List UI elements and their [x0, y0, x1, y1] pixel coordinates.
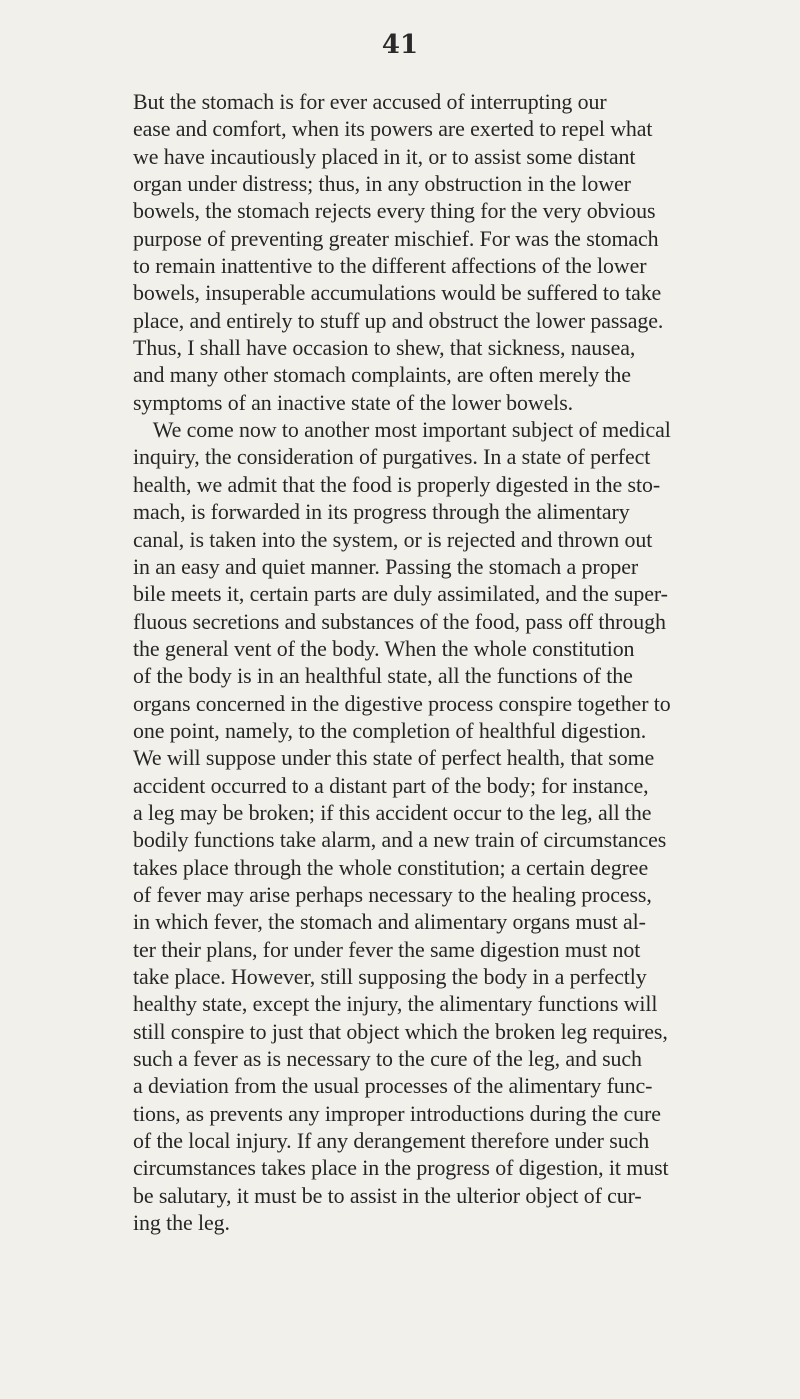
- text-line: a leg may be broken; if this accident occur to the leg, all the: [133, 799, 652, 825]
- text-line: of the body is in an healthful state, all the functions of the: [133, 663, 633, 689]
- text-line: in which fever, the stomach and alimentary organs must al-: [133, 909, 646, 935]
- text-line: ease and comfort, when its powers are exerted to repel what: [133, 116, 653, 142]
- text-line: But the stomach is for ever accused of interrupting our: [133, 89, 607, 114]
- text-line: bile meets it, certain parts are duly assimilated, and the super-: [133, 581, 668, 607]
- text-line: take place. However, still supposing the body in a perfectly: [133, 964, 647, 989]
- text-line: mach, is forwarded in its progress through the alimentary: [133, 499, 630, 525]
- text-line: healthy state, except the injury, the alimentary functions will: [133, 991, 658, 1017]
- text-line: in an easy and quiet manner. Passing the stomach a proper: [133, 553, 639, 579]
- text-line: of the local injury. If any derangement therefore under such: [133, 1128, 650, 1154]
- text-line: the general vent of the body. When the whole constitution: [133, 635, 635, 661]
- text-line: one point, namely, to the completion of healthful digestion.: [133, 717, 647, 743]
- text-line: Thus, I shall have occasion to shew, that sickness, nausea,: [133, 335, 636, 361]
- text-line: fluous secretions and substances of the food, pass off through: [133, 608, 666, 634]
- text-line: health, we admit that the food is properly digested in the sto-: [133, 471, 661, 497]
- text-line: bodily functions take alarm, and a new train of circumstances: [133, 827, 667, 853]
- text-line: we have incautiously placed in it, or to assist some distant: [133, 143, 636, 169]
- text-line: bowels, the stomach rejects every thing for the very obvious: [133, 198, 656, 224]
- text-line: purpose of preventing greater mischief. For was the stomach: [133, 225, 659, 251]
- text-line: such a fever as is necessary to the cure of the leg, and such: [133, 1046, 642, 1072]
- text-line: ter their plans, for under fever the same digestion must not: [133, 936, 641, 962]
- text-line: be salutary, it must be to assist in the ulterior object of cur-: [133, 1182, 642, 1208]
- text-line: to remain inattentive to the different affections of the lower: [133, 253, 647, 279]
- text-line: ing the leg.: [133, 1210, 230, 1236]
- text-line: inquiry, the consideration of purgatives. In a state of perfect: [133, 444, 651, 470]
- text-line: symptoms of an inactive state of the lower bowels.: [133, 389, 574, 415]
- text-line: organ under distress; thus, in any obstruction in the lower: [133, 171, 631, 197]
- text-line: takes place through the whole constitution; a certain degree: [133, 854, 649, 880]
- text-line: We will suppose under this state of perfect health, that some: [133, 745, 655, 771]
- text-line: of fever may arise perhaps necessary to the healing process,: [133, 881, 652, 907]
- text-line: bowels, insuperable accumulations would be suffered to take: [133, 280, 662, 306]
- text-line: accident occurred to a distant part of the body; for instance,: [133, 772, 649, 798]
- text-line: circumstances takes place in the progress of digestion, it must: [133, 1155, 669, 1181]
- body-text: [133, 88, 793, 1236]
- text-line: tions, as prevents any improper introductions during the cure: [133, 1100, 661, 1126]
- text-line: still conspire to just that object which the broken leg requires,: [133, 1018, 668, 1044]
- text-line: We come now to another most important subject of medical: [152, 417, 671, 443]
- text-line: place, and entirely to stuff up and obstruct the lower passage.: [133, 307, 664, 333]
- text-line: canal, is taken into the system, or is rejected and thrown out: [133, 526, 653, 552]
- text-line: and many other stomach complaints, are often merely the: [133, 362, 631, 388]
- text-line: a deviation from the usual processes of the alimentary func-: [133, 1073, 653, 1099]
- text-line: organs concerned in the digestive process conspire together to: [133, 690, 671, 716]
- page-number: 41: [381, 30, 419, 60]
